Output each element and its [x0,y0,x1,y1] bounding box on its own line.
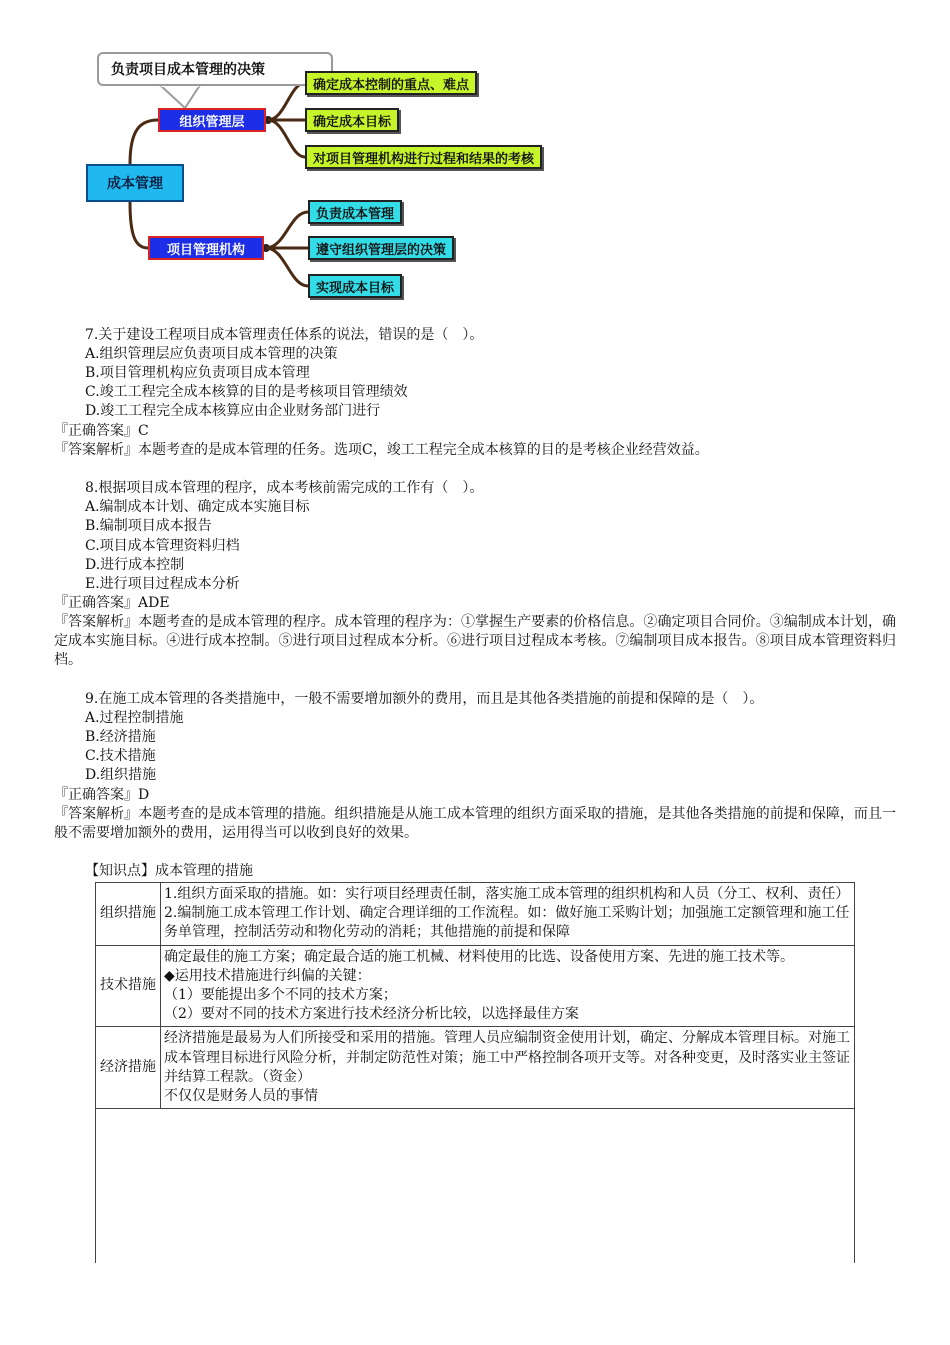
knowledge-table [95,882,855,1263]
answer-analysis: 『答案解析』本题考查的是成本管理的程序。成本管理的程序为：①掌握生产要素的价格信息。②确定项目合同价。③编制成本计划，确定成本实施目标。④进行成本控制。⑤进行项目过程成本分析。⑥进行项目过程成本考核。⑦编制项目成本报告。⑧项目成本管理资料归档。 [54,614,896,669]
table-row-body [161,883,855,946]
table-line: 2.编制施工成本管理工作计划、确定合理详细的工作流程。如：做好施工采购计划；加强施工定额管理和施工任务单管理，控制活劳动和物化劳动的消耗；其他措施的前提和保障 [164,905,850,941]
branch-proj-3 [266,248,308,286]
knowledge-title: 【知识点】成本管理的措施 [85,863,253,879]
mindmap-root: 成本管理 [86,164,184,202]
mindmap-org-item: 对项目管理机构进行过程和结果的考核 [305,145,542,169]
table-line: 经济措施是最易为人们所接受和采用的措施。管理人员应编制资金使用计划，确定、分解成本管理目标。对施工成本管理目标进行风险分析，并制定防范性对策；施工中严格控制各项开支等。对各种变更，及时落实业主签证并结算工程款。（资金） [164,1030,850,1085]
table-line: 不仅仅是财务人员的事情 [164,1088,318,1105]
question-7: 7.关于建设工程项目成本管理责任体系的说法，错误的是（ ）。 [85,327,484,343]
correct-answer: 『正确答案』ADE [54,595,170,611]
branch-proj-1 [266,212,308,248]
mindmap-proj-item: 遵守组织管理层的决策 [308,236,454,260]
option: C.技术措施 [85,748,156,764]
branch-org-1 [268,83,305,120]
mindmap-callout: 负责项目成本管理的决策 [97,52,333,86]
table-line: ◆运用技术措施进行纠偏的关键： [164,967,371,984]
table-line: （1）要能提出多个不同的技术方案； [164,987,397,1004]
option: A.组织管理层应负责项目成本管理的决策 [85,346,338,362]
mindmap-org-item: 确定成本目标 [305,108,399,132]
answer-analysis: 『答案解析』本题考查的是成本管理的任务。选项C，竣工工程完全成本核算的目的是考核企业经营效益。 [54,442,709,458]
answer-analysis: 『答案解析』本题考查的是成本管理的措施。组织措施是从施工成本管理的组织方面采取的措施，是其他各类措施的前提和保障，而且一般不需要增加额外的费用，运用得当可以收到良好的效果。 [54,806,896,842]
branch-org-3 [268,120,305,157]
question-8: 8.根据项目成本管理的程序，成本考核前需完成的工作有（ ）。 [85,480,484,496]
correct-answer: 『正确答案』C [54,423,149,439]
correct-answer: 『正确答案』D [54,787,150,803]
option: E.进行项目过程成本分析 [85,576,240,592]
option: D.组织措施 [85,767,157,783]
option: B.经济措施 [85,729,156,745]
table-blank-cell [96,1109,855,1264]
option: B.项目管理机构应负责项目成本管理 [85,365,310,381]
mindmap-proj-item: 实现成本目标 [308,274,402,298]
option: A.过程控制措施 [85,710,184,726]
branch-root-org [130,120,158,164]
table-row-body [161,1027,855,1109]
branch-root-proj [130,202,148,248]
mindmap-org-item: 确定成本控制的重点、难点 [305,71,477,95]
table-row [96,1027,855,1109]
table-row-body [161,945,855,1027]
table-line: （2）要对不同的技术方案进行技术经济分析比较，以选择最佳方案 [164,1006,579,1023]
mindmap-proj-item: 负责成本管理 [308,200,402,224]
mindmap-project-org: 项目管理机构 [148,236,264,260]
mindmap-org-layer: 组织管理层 [158,108,266,132]
table-line: 确定最佳的施工方案；确定最合适的施工机械、材料使用的比选、设备使用方案、先进的施工技术等。 [164,948,794,965]
table-row [96,945,855,1027]
table-row-head: 技术措施 [96,945,161,1027]
cost-management-mindmap [0,0,950,310]
table-row-head: 组织措施 [96,883,161,946]
table-line: 1.组织方面采取的措施。如：实行项目经理责任制，落实施工成本管理的组织机构和人员（分工、权利、责任） [164,886,850,902]
table-row [96,883,855,946]
table-blank-row [96,1109,855,1264]
option: C.竣工工程完全成本核算的目的是考核项目管理绩效 [85,384,408,400]
option: B.编制项目成本报告 [85,518,212,534]
table-row-head: 经济措施 [96,1027,161,1109]
callout-pointer [160,85,200,108]
option: D.竣工工程完全成本核算应由企业财务部门进行 [85,403,381,419]
option: D.进行成本控制 [85,557,185,573]
option: C.项目成本管理资料归档 [85,538,240,554]
question-9: 9.在施工成本管理的各类措施中，一般不需要增加额外的费用，而且是其他各类措施的前提和保障的是（ ）。 [85,691,764,707]
option: A.编制成本计划、确定成本实施目标 [85,499,310,515]
